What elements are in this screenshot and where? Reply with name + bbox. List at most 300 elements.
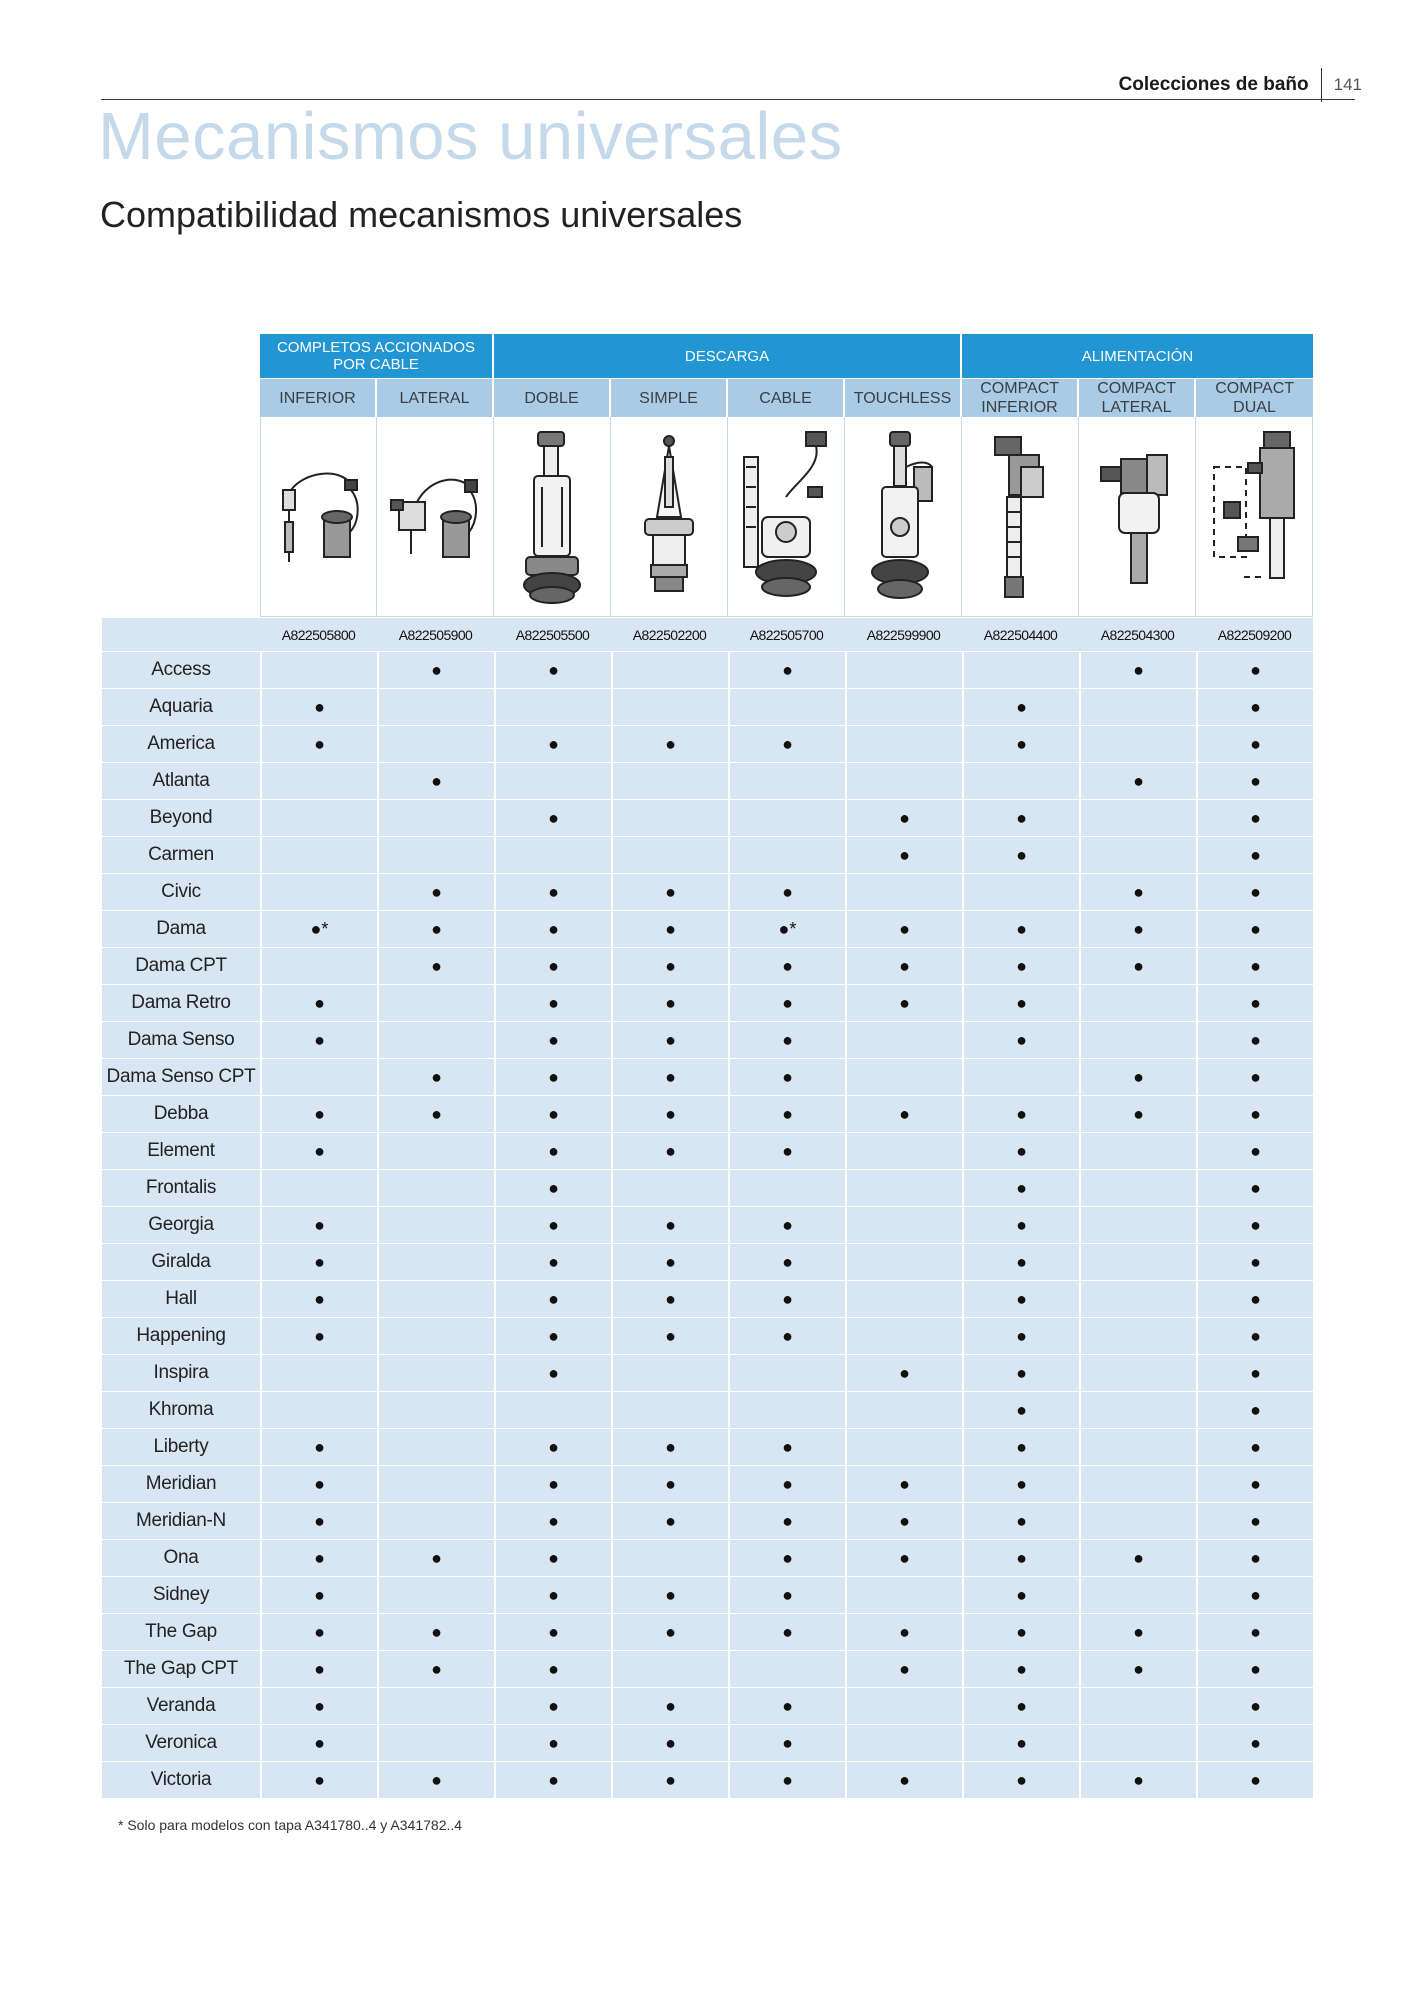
compatibility-cell (260, 651, 377, 688)
compatibility-cell: ● (728, 1724, 845, 1761)
page-number: 141 (1321, 68, 1362, 102)
compatibility-cell (845, 1317, 962, 1354)
compatibility-cell (377, 1428, 494, 1465)
compatibility-cell: ● (728, 1539, 845, 1576)
compatibility-cell: ● (611, 1428, 728, 1465)
compatibility-cell (611, 799, 728, 836)
compatibility-cell (845, 1724, 962, 1761)
compatibility-cell (260, 1391, 377, 1428)
table-row (102, 1761, 1313, 1798)
compatibility-cell (1079, 1317, 1196, 1354)
compatibility-cell: ● (728, 1613, 845, 1650)
compatibility-cell: ● (260, 725, 377, 762)
compatibility-cell: ● (1196, 1724, 1313, 1761)
compatibility-cell (377, 1021, 494, 1058)
table-row (102, 1132, 1313, 1169)
compatibility-cell: ● (962, 1613, 1079, 1650)
table-row (102, 1243, 1313, 1280)
compatibility-cell: ● (611, 1502, 728, 1539)
collection-name: Element (102, 1132, 260, 1169)
collection-name: Aquaria (102, 688, 260, 725)
compatibility-cell (260, 873, 377, 910)
compatibility-cell: ● (1196, 762, 1313, 799)
compatibility-cell: ● (1079, 762, 1196, 799)
compatibility-cell: ● (962, 1280, 1079, 1317)
compatibility-cell (377, 1465, 494, 1502)
collection-name: Georgia (102, 1206, 260, 1243)
table-row (102, 1428, 1313, 1465)
compatibility-cell: ● (377, 762, 494, 799)
compatibility-cell: ● (260, 1650, 377, 1687)
compatibility-cell (260, 1354, 377, 1391)
compatibility-cell (611, 651, 728, 688)
compatibility-cell (611, 1354, 728, 1391)
table-row (102, 1613, 1313, 1650)
table-row (102, 1058, 1313, 1095)
compatibility-cell: ● (494, 1095, 611, 1132)
compatibility-cell (377, 688, 494, 725)
collection-name: Dama Senso (102, 1021, 260, 1058)
compatibility-cell: ● (845, 1650, 962, 1687)
compatibility-cell: ● (260, 1206, 377, 1243)
compatibility-cell (377, 1391, 494, 1428)
compatibility-cell: ● (611, 1132, 728, 1169)
group-header-alimentacion: ALIMENTACIÓN (962, 334, 1313, 378)
product-code: A822509200 (1217, 626, 1292, 643)
group-header-row (260, 334, 1313, 378)
compatibility-cell: ● (494, 984, 611, 1021)
page-subtitle: Compatibilidad mecanismos universales (100, 194, 743, 235)
product-image (962, 417, 1079, 617)
compatibility-cell: ● (1196, 1243, 1313, 1280)
column-header: DOBLE (494, 379, 611, 417)
compatibility-cell: ● (494, 1206, 611, 1243)
table-row (102, 1650, 1313, 1687)
table-body (102, 651, 1313, 1798)
compatibility-cell (845, 1132, 962, 1169)
column-header: LATERAL (377, 379, 494, 417)
compatibility-cell (377, 799, 494, 836)
compatibility-cell: ● (494, 651, 611, 688)
compatibility-cell: ● (728, 1243, 845, 1280)
compatibility-cell (728, 1391, 845, 1428)
compatibility-cell: ● (845, 910, 962, 947)
compatibility-cell: ● (494, 1280, 611, 1317)
compatibility-cell (845, 1280, 962, 1317)
compatibility-cell (845, 762, 962, 799)
compatibility-cell: ● (1196, 799, 1313, 836)
compatibility-cell (962, 873, 1079, 910)
product-code: A822504400 (983, 626, 1058, 643)
compatibility-cell (728, 1169, 845, 1206)
compatibility-cell: ● (962, 1428, 1079, 1465)
compatibility-cell (377, 1502, 494, 1539)
compatibility-cell: ● (728, 1058, 845, 1095)
dual-flush-valve-icon (512, 427, 592, 607)
compatibility-cell: ● (494, 1687, 611, 1724)
compatibility-cell (728, 762, 845, 799)
product-image-row (260, 417, 1313, 617)
compatibility-cell: ● (494, 1761, 611, 1798)
compatibility-cell: ● (1196, 873, 1313, 910)
compatibility-cell (377, 1687, 494, 1724)
compatibility-cell: ● (611, 725, 728, 762)
compatibility-cell: ● (728, 1280, 845, 1317)
table-row (102, 1539, 1313, 1576)
collection-name: The Gap CPT (102, 1650, 260, 1687)
compatibility-cell: ● (1196, 1169, 1313, 1206)
compatibility-cell (260, 762, 377, 799)
compatibility-cell (1079, 1280, 1196, 1317)
compatibility-cell: ● (611, 1095, 728, 1132)
table-row (102, 1095, 1313, 1132)
compatibility-cell: ● (377, 1058, 494, 1095)
compatibility-cell: ● (494, 1613, 611, 1650)
collection-name: Frontalis (102, 1169, 260, 1206)
compatibility-cell (845, 873, 962, 910)
collection-name: Veronica (102, 1724, 260, 1761)
compatibility-cell: ● (494, 947, 611, 984)
compatibility-cell: ● (962, 947, 1079, 984)
compatibility-cell: ● (1196, 984, 1313, 1021)
compatibility-cell (845, 1391, 962, 1428)
collection-name: Carmen (102, 836, 260, 873)
column-header: COMPACT DUAL (1196, 379, 1313, 417)
column-header: TOUCHLESS (845, 379, 962, 417)
group-header-completos: COMPLETOS ACCIONADOS POR CABLE (260, 334, 494, 378)
compatibility-cell: ● (1196, 1576, 1313, 1613)
compatibility-cell: ● (1196, 1613, 1313, 1650)
product-code: A822505500 (515, 626, 590, 643)
collection-name: Beyond (102, 799, 260, 836)
compatibility-cell: ● (494, 1243, 611, 1280)
compatibility-cell: ● (260, 1687, 377, 1724)
collection-name: Khroma (102, 1391, 260, 1428)
compatibility-cell (962, 1058, 1079, 1095)
compatibility-cell (962, 762, 1079, 799)
compatibility-cell: ● (962, 1687, 1079, 1724)
compatibility-cell: ● (1196, 1354, 1313, 1391)
compatibility-cell: ● (1196, 1095, 1313, 1132)
compatibility-cell: ● (728, 1687, 845, 1724)
compatibility-cell: ● (728, 651, 845, 688)
compatibility-cell: ● (962, 984, 1079, 1021)
compatibility-cell (611, 762, 728, 799)
compatibility-cell (1079, 1021, 1196, 1058)
compatibility-cell: ● (962, 1650, 1079, 1687)
compatibility-cell: ● (260, 1095, 377, 1132)
compatibility-cell: ● (1079, 1761, 1196, 1798)
table-row (102, 1391, 1313, 1428)
compatibility-cell: ● (1079, 947, 1196, 984)
compatibility-cell: ● (260, 1502, 377, 1539)
compatibility-cell: ● (377, 947, 494, 984)
compatibility-cell: ● (845, 1465, 962, 1502)
compatibility-cell: ● (728, 1465, 845, 1502)
compatibility-cell (728, 688, 845, 725)
page-header (1119, 68, 1362, 102)
compatibility-cell: ● (1079, 873, 1196, 910)
collection-name: Inspira (102, 1354, 260, 1391)
compatibility-cell: ● (611, 1243, 728, 1280)
compatibility-cell: ● (962, 688, 1079, 725)
table-row (102, 836, 1313, 873)
compatibility-cell (377, 1206, 494, 1243)
table-row (102, 1465, 1313, 1502)
compatibility-cell: ● (611, 1058, 728, 1095)
collection-name: Veranda (102, 1687, 260, 1724)
compatibility-cell (845, 1206, 962, 1243)
compatibility-cell: ● (1196, 1687, 1313, 1724)
fill-valve-compact-dual-icon (1204, 427, 1304, 607)
collection-name: Hall (102, 1280, 260, 1317)
compatibility-cell (611, 836, 728, 873)
single-flush-valve-icon (629, 427, 709, 607)
compatibility-cell: ● (1196, 1058, 1313, 1095)
compatibility-cell (377, 1243, 494, 1280)
compatibility-cell (1079, 1391, 1196, 1428)
collection-name: The Gap (102, 1613, 260, 1650)
compatibility-cell (377, 1354, 494, 1391)
table-row (102, 1021, 1313, 1058)
compatibility-cell: ● (377, 1539, 494, 1576)
compatibility-cell: ● (962, 1502, 1079, 1539)
compatibility-cell (377, 984, 494, 1021)
compatibility-cell: ● (728, 1502, 845, 1539)
compatibility-cell: ● (962, 1317, 1079, 1354)
compatibility-cell: ● (494, 910, 611, 947)
compatibility-cell: ● (845, 1502, 962, 1539)
table-row (102, 873, 1313, 910)
collection-name: Dama Senso CPT (102, 1058, 260, 1095)
column-header-row (260, 379, 1313, 417)
compatibility-cell (845, 651, 962, 688)
compatibility-cell (611, 1391, 728, 1428)
product-code: A822502200 (632, 626, 707, 643)
compatibility-cell: ● (962, 1132, 1079, 1169)
compatibility-cell (611, 1650, 728, 1687)
collection-name: Giralda (102, 1243, 260, 1280)
compatibility-cell: ● (1196, 1539, 1313, 1576)
compatibility-cell: ● (494, 1021, 611, 1058)
compatibility-cell (494, 1391, 611, 1428)
compatibility-cell: ● (494, 1502, 611, 1539)
collection-name: Dama CPT (102, 947, 260, 984)
compatibility-cell (494, 762, 611, 799)
compatibility-cell (845, 1169, 962, 1206)
compatibility-cell: ● (260, 1021, 377, 1058)
compatibility-cell: ● (728, 1761, 845, 1798)
compatibility-cell (377, 836, 494, 873)
compatibility-cell (1079, 1502, 1196, 1539)
compatibility-cell (1079, 1206, 1196, 1243)
compatibility-cell (1079, 984, 1196, 1021)
compatibility-cell: ● (845, 1095, 962, 1132)
compatibility-cell (728, 1650, 845, 1687)
compatibility-cell: ● (494, 1132, 611, 1169)
compatibility-cell: ● (728, 947, 845, 984)
compatibility-cell: ● (962, 1021, 1079, 1058)
compatibility-cell: ● (962, 1576, 1079, 1613)
compatibility-cell: ● (1079, 1650, 1196, 1687)
collection-name: America (102, 725, 260, 762)
compatibility-cell: ● (260, 1576, 377, 1613)
compatibility-cell: ● (728, 1576, 845, 1613)
compatibility-cell (1079, 1465, 1196, 1502)
compatibility-cell: ● (611, 984, 728, 1021)
compatibility-cell (377, 1576, 494, 1613)
compatibility-cell: ● (728, 984, 845, 1021)
compatibility-cell: ● (494, 1465, 611, 1502)
compatibility-cell: ● (1079, 1613, 1196, 1650)
compatibility-cell: ● (728, 1428, 845, 1465)
compatibility-cell (377, 1169, 494, 1206)
touchless-flush-valve-icon (858, 427, 948, 607)
compatibility-cell: ● (845, 947, 962, 984)
compatibility-cell: ● (1196, 1317, 1313, 1354)
compatibility-cell: ● (260, 1132, 377, 1169)
collection-name: Meridian-N (102, 1502, 260, 1539)
compatibility-cell: ● (962, 1724, 1079, 1761)
compatibility-cell: ● (611, 1761, 728, 1798)
compatibility-cell: ● (1079, 1095, 1196, 1132)
compatibility-cell: ● (1196, 1761, 1313, 1798)
compatibility-cell (1079, 1724, 1196, 1761)
compatibility-cell: ● (962, 1206, 1079, 1243)
table-row (102, 910, 1313, 947)
compatibility-cell (1079, 725, 1196, 762)
compatibility-cell: ● (1196, 1021, 1313, 1058)
product-image (377, 417, 494, 617)
compatibility-cell: ● (611, 1280, 728, 1317)
product-code: A822599900 (866, 626, 941, 643)
compatibility-cell: ● (1196, 725, 1313, 762)
table-row (102, 651, 1313, 688)
table-row (102, 1206, 1313, 1243)
compatibility-cell: ● (611, 910, 728, 947)
compatibility-cell: ● (962, 1243, 1079, 1280)
compatibility-cell: ● (611, 1317, 728, 1354)
table-row (102, 1280, 1313, 1317)
table-row (102, 725, 1313, 762)
collection-name: Access (102, 651, 260, 688)
compatibility-cell: ● (962, 836, 1079, 873)
compatibility-cell: ● (611, 1206, 728, 1243)
compatibility-cell (1079, 1428, 1196, 1465)
product-code: A822505900 (398, 626, 473, 643)
compatibility-cell: ● (494, 799, 611, 836)
compatibility-cell (377, 1280, 494, 1317)
collection-name: Victoria (102, 1761, 260, 1798)
column-header: COMPACT LATERAL (1079, 379, 1196, 417)
compatibility-cell: ● (845, 1354, 962, 1391)
compatibility-cell: ● (1196, 1502, 1313, 1539)
compatibility-cell (260, 799, 377, 836)
compatibility-cell: ● (962, 1354, 1079, 1391)
compatibility-cell: ● (1196, 1391, 1313, 1428)
compatibility-cell: ● (1196, 1206, 1313, 1243)
compatibility-cell: ● (260, 1724, 377, 1761)
compatibility-cell: ● (260, 1465, 377, 1502)
product-code-row (102, 618, 1313, 651)
compatibility-cell: ● (494, 1169, 611, 1206)
table-row (102, 1317, 1313, 1354)
compatibility-cell (377, 1724, 494, 1761)
compatibility-cell: ● (962, 1539, 1079, 1576)
compatibility-cell: ● (494, 1058, 611, 1095)
compatibility-cell: ● (728, 1095, 845, 1132)
compatibility-cell (377, 725, 494, 762)
section-name: Colecciones de baño (1118, 74, 1309, 95)
collection-name: Atlanta (102, 762, 260, 799)
compatibility-cell: ● (611, 1465, 728, 1502)
table-row (102, 947, 1313, 984)
compatibility-cell: ● (260, 1428, 377, 1465)
cable-flush-lateral-icon (385, 462, 485, 572)
compatibility-cell: ● (962, 1465, 1079, 1502)
compatibility-cell: ● (494, 1317, 611, 1354)
collection-name: Debba (102, 1095, 260, 1132)
compatibility-cell (845, 688, 962, 725)
compatibility-cell: ● (494, 1539, 611, 1576)
compatibility-cell: ● (611, 1687, 728, 1724)
compatibility-cell: ● (377, 873, 494, 910)
compatibility-cell: ● (260, 1280, 377, 1317)
cable-flush-valve-icon (736, 427, 836, 607)
table-row (102, 799, 1313, 836)
compatibility-cell: ● (962, 910, 1079, 947)
collection-name: Dama Retro (102, 984, 260, 1021)
table-row (102, 1576, 1313, 1613)
compatibility-cell: ● (845, 836, 962, 873)
compatibility-cell: ● (494, 873, 611, 910)
compatibility-cell: ● (611, 873, 728, 910)
compatibility-cell: ●* (260, 910, 377, 947)
compatibility-cell: ● (260, 1317, 377, 1354)
compatibility-cell: ● (728, 1021, 845, 1058)
compatibility-cell: ● (1079, 1539, 1196, 1576)
collection-name: Meridian (102, 1465, 260, 1502)
compatibility-cell: ● (728, 725, 845, 762)
compatibility-cell: ● (962, 1391, 1079, 1428)
compatibility-cell: ● (1079, 910, 1196, 947)
compatibility-cell (260, 947, 377, 984)
compatibility-cell (1079, 836, 1196, 873)
compatibility-cell: ● (377, 1095, 494, 1132)
compatibility-cell (845, 1021, 962, 1058)
table-row (102, 762, 1313, 799)
product-image (494, 417, 611, 617)
compatibility-cell: ● (494, 1724, 611, 1761)
product-image (260, 417, 377, 617)
table-row (102, 1354, 1313, 1391)
column-header: COMPACT INFERIOR (962, 379, 1079, 417)
compatibility-cell: ● (494, 725, 611, 762)
compatibility-cell: ● (377, 1650, 494, 1687)
column-header: SIMPLE (611, 379, 728, 417)
collection-name: Happening (102, 1317, 260, 1354)
compatibility-cell: ● (611, 1576, 728, 1613)
compatibility-cell: ● (845, 1761, 962, 1798)
compatibility-cell: ● (728, 873, 845, 910)
table-row (102, 1724, 1313, 1761)
group-header-descarga: DESCARGA (494, 334, 962, 378)
collection-name: Dama (102, 910, 260, 947)
compatibility-cell: ● (1196, 836, 1313, 873)
column-header: CABLE (728, 379, 845, 417)
table-row (102, 984, 1313, 1021)
table-row (102, 1687, 1313, 1724)
